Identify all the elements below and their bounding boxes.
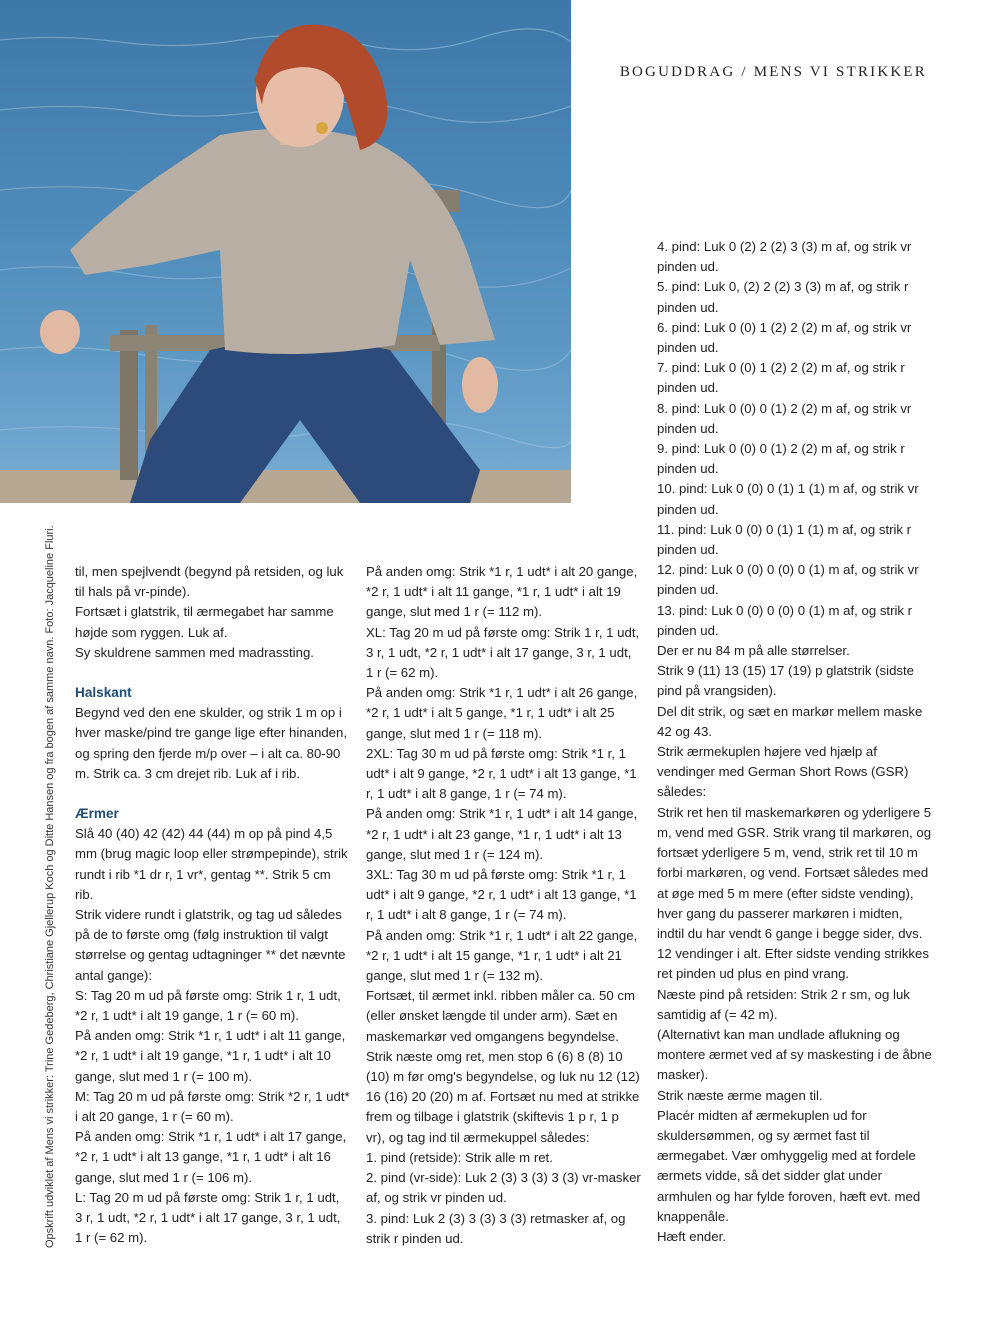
paragraph: til, men spejlvendt (begynd på retsiden, og luk til hals på vr-pinde).	[75, 564, 344, 600]
paragraph: Fortsæt, til ærmet inkl. ribben måler ca. 50 cm (eller ønsket længde til under arm). Sæt en maskemarkør ved omgangens begyndelse.	[366, 988, 635, 1044]
paragraph: På anden omg: Strik *1 r, 1 udt* i alt 20 gange, *2 r, 1 udt* i alt 11 gange, *1 r, 1 udt* i alt 19 gange, slut med 1 r (= 112 m).	[366, 564, 638, 620]
paragraph: 10. pind: Luk 0 (0) 0 (1) 1 (1) m af, og strik vr pinden ud.	[657, 481, 919, 517]
paragraph: 7. pind: Luk 0 (0) 1 (2) 2 (2) m af, og strik r pinden ud.	[657, 360, 905, 396]
paragraph: 3XL: Tag 30 m ud på første omg: Strik *1 r, 1 udt* i alt 9 gange, *2 r, 1 udt* i alt 13 gange, *1 r, 1 udt* i alt 8 gange, 1 r (= 74 m).	[366, 867, 637, 923]
paragraph: Strik 9 (11) 13 (15) 17 (19) p glatstrik (sidste pind på vrangsiden).	[657, 663, 915, 699]
paragraph: 2. pind (vr-side): Luk 2 (3) 3 (3) 3 (3) vr-masker af, og strik vr pinden ud.	[366, 1170, 641, 1206]
photo-woman-sweater	[0, 0, 571, 503]
paragraph: Placér midten af ærmekuplen ud for skuldersømmen, og sy ærmet fast til ærmegabet. Vær omhyggelig med at fordele ærmets vidde, så det sidder glat under armhulen og har fylde foroven, hæft evt. med knappenåle.	[657, 1107, 921, 1224]
paragraph: 5. pind: Luk 0, (2) 2 (2) 3 (3) m af, og strik r pinden ud.	[657, 279, 909, 315]
page-header: BOGUDDRAG / MENS VI STRIKKER	[619, 64, 927, 80]
paragraph: 6. pind: Luk 0 (0) 1 (2) 2 (2) m af, og strik vr pinden ud.	[657, 319, 912, 356]
heading-aermer: Ærmer	[75, 806, 119, 822]
photo-illustration	[0, 0, 571, 503]
paragraph: 11. pind: Luk 0 (0) 0 (1) 1 (1) m af, og strik r pinden ud.	[657, 521, 912, 558]
paragraph: Sy skuldrene sammen med madrassting.	[75, 644, 314, 660]
paragraph: Begynd ved den ene skulder, og strik 1 m op i hver maske/pind tre gange lige efter hinanden, og spring den fjerde m/p over – i alt ca. 80-90 m. Strik ca. 3 cm drejet rib. Luk af i rib.	[75, 705, 347, 781]
paragraph: 12. pind: Luk 0 (0) 0 (0) 0 (1) m af, og strik vr pinden ud.	[657, 562, 919, 598]
paragraph: På anden omg: Strik *1 r, 1 udt* i alt 26 gange, *2 r, 1 udt* i alt 5 gange, *1 r, 1 udt* i alt 25 gange, slut med 1 r (= 118 m).	[366, 685, 638, 741]
paragraph: På anden omg: Strik *1 r, 1 udt* i alt 17 gange, *2 r, 1 udt* i alt 13 gange, *1 r, 1 udt* i alt 16 gange, slut med 1 r (= 106 m).	[75, 1129, 347, 1185]
paragraph: Strik ærmekuplen højere ved hjælp af vendinger med German Short Rows (GSR) således:	[657, 744, 909, 800]
paragraph: S: Tag 20 m ud på første omg: Strik 1 r, 1 udt, *2 r, 1 udt* i alt 19 gange, 1 r (= 60 m).	[75, 987, 341, 1024]
paragraph: (Alternativt kan man undlade aflukning og montere ærmet ved af sy maskesting i de åbne masker).	[657, 1026, 932, 1083]
paragraph: 9. pind: Luk 0 (0) 0 (1) 2 (2) m af, og strik r pinden ud.	[657, 441, 905, 477]
paragraph: 13. pind: Luk 0 (0) 0 (0) 0 (1) m af, og strik r pinden ud.	[657, 602, 913, 638]
paragraph: Næste pind på retsiden: Strik 2 r sm, og luk samtidig af (= 42 m).	[657, 986, 910, 1022]
paragraph: Slå 40 (40) 42 (42) 44 (44) m op på pind 4,5 mm (brug magic loop eller strømpepinde), strik rundt i rib *1 dr r, 1 vr*, gentag **. Strik 5 cm rib.	[75, 826, 348, 902]
paragraph: Hæft ender.	[657, 1228, 726, 1244]
paragraph: 8. pind: Luk 0 (0) 0 (1) 2 (2) m af, og strik vr pinden ud.	[657, 400, 912, 436]
paragraph: På anden omg: Strik *1 r, 1 udt* i alt 11 gange, *2 r, 1 udt* i alt 19 gange, *1 r, 1 udt* i alt 10 gange, slut med 1 r (= 100 m).	[75, 1028, 346, 1084]
paragraph: Del dit strik, og sæt en markør mellem maske 42 og 43.	[657, 703, 923, 739]
photo-credit: Opskrift udviklet af Mens vi strikker: Trine Gedeberg, Christiane Gjellerup Koch og Ditte Hansen og fra bogen af samme navn. Foto: Jacqueline Fluri.	[44, 525, 56, 1248]
paragraph: XL: Tag 20 m ud på første omg: Strik 1 r, 1 udt, 3 r, 1 udt, *2 r, 1 udt* i alt 17 gange, 3 r, 1 udt, 1 r (= 62 m).	[366, 624, 640, 681]
paragraph: Strik ret hen til maskemarkøren og yderligere 5 m, vend med GSR. Strik vrang til markøren, og fortsæt yderligere 5 m, vend, strik ret til 10 m forbi markøren, og vend. Fortsæt således med at øge med 5 m mere (efter sidste vending), hver gang du passerer markøren i midten, indtil du har vendt 6 gange i begge sider, dvs. 12 vendinger i alt. Efter sidste vending strikkes ret pinden ud plus en pind vrang.	[657, 804, 932, 982]
paragraph: Strik næste omg ret, men stop 6 (6) 8 (8) 10 (10) m før omg's begyndelse, og luk nu 12 (12) 16 (16) 20 (20) m af. Fortsæt nu med at strikke frem og tilbage i glatstrik (skiftevis 1 p r, 1 p vr), og tag ind til ærmekuppel således:	[366, 1048, 640, 1145]
paragraph: Fortsæt i glatstrik, til ærmegabet har samme højde som ryggen. Luk af.	[75, 604, 334, 640]
paragraph: Strik næste ærme magen til.	[657, 1087, 823, 1103]
paragraph: På anden omg: Strik *1 r, 1 udt* i alt 14 gange, *2 r, 1 udt* i alt 23 gange, *1 r, 1 udt* i alt 13 gange, slut med 1 r (= 124 m).	[366, 806, 638, 862]
heading-halskant: Halskant	[75, 685, 132, 701]
paragraph: 2XL: Tag 30 m ud på første omg: Strik *1 r, 1 udt* i alt 9 gange, *2 r, 1 udt* i alt 13 gange, *1 r, 1 udt* i alt 8 gange, 1 r (= 74 m).	[366, 745, 637, 802]
column-1	[75, 562, 350, 1249]
paragraph: L: Tag 20 m ud på første omg: Strik 1 r, 1 udt, 3 r, 1 udt, *2 r, 1 udt* i alt 17 gange, 3 r, 1 udt, 1 r (= 62 m).	[75, 1189, 341, 1246]
paragraph: Strik videre rundt i glatstrik, og tag ud således på de to første omg (følg instruktion til valgt størrelse og gentag udtagninger ** det nævnte antal gange):	[75, 907, 346, 983]
paragraph: 3. pind: Luk 2 (3) 3 (3) 3 (3) retmasker af, og strik r pinden ud.	[366, 1210, 626, 1246]
paragraph: Der er nu 84 m på alle størrelser.	[657, 643, 850, 659]
paragraph: 1. pind (retside): Strik alle m ret.	[366, 1149, 553, 1165]
column-2	[366, 562, 641, 1249]
paragraph: 4. pind: Luk 0 (2) 2 (2) 3 (3) m af, og strik vr pinden ud.	[657, 239, 912, 275]
paragraph: På anden omg: Strik *1 r, 1 udt* i alt 22 gange, *2 r, 1 udt* i alt 15 gange, *1 r, 1 udt* i alt 21 gange, slut med 1 r (= 132 m).	[366, 927, 638, 984]
paragraph: M: Tag 20 m ud på første omg: Strik *2 r, 1 udt* i alt 20 gange, 1 r (= 60 m).	[75, 1088, 350, 1125]
column-3	[657, 237, 932, 1247]
